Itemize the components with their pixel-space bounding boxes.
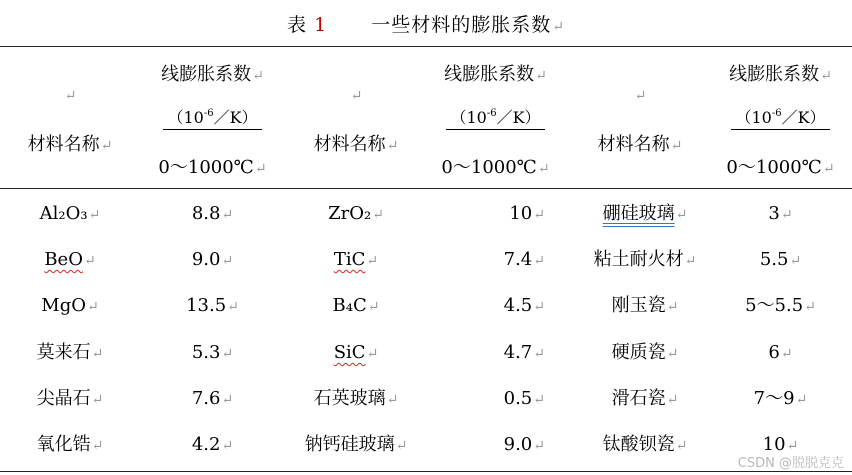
paragraph-mark-icon: ↵ [780, 346, 793, 362]
paragraph-mark-icon: ↵ [552, 19, 565, 35]
expansion-value-cell: 10↵ [762, 434, 799, 455]
watermark: CSDN @脱脱克克 [737, 456, 844, 471]
table-bottom-rule [0, 471, 852, 472]
material-name-cell: B₄C↵ [332, 295, 380, 316]
material-name-cell: 氧化锆↵ [36, 434, 104, 455]
expansion-value-cell: 5.5↵ [759, 249, 802, 270]
paragraph-mark-icon: ↵ [386, 392, 399, 408]
paragraph-mark-icon: ↵ [533, 299, 545, 315]
paragraph-mark-icon: ↵ [91, 392, 104, 408]
table-row [0, 376, 852, 422]
header-value-unit: $(10^{-6}/K)$ [731, 108, 829, 130]
header-name-label: 材料名称 [597, 134, 670, 155]
expansion-value-cell: 13.5↵ [186, 295, 239, 316]
table-row [0, 330, 852, 376]
paragraph-mark-icon: ↵ [86, 299, 99, 315]
paragraph-mark-icon: ↵ [221, 253, 234, 269]
paragraph-mark-icon: ↵ [675, 207, 688, 223]
table-caption [0, 10, 852, 37]
header-name-col-1: ↵ 材料名称↵ [27, 88, 113, 155]
header-value-title: 线膨胀系数 [729, 64, 820, 85]
paragraph-mark-icon: ↵ [367, 299, 380, 315]
material-name-cell: 石英玻璃↵ [313, 388, 399, 409]
header-value-unit: $(10^{-6}/K)$ [446, 108, 544, 130]
paragraph-mark-icon: ↵ [666, 346, 679, 362]
material-name-cell: 硼硅玻璃↵ [602, 203, 688, 224]
material-name-cell: 硬质瓷↵ [611, 342, 679, 363]
expansion-value-cell: 6↵ [768, 342, 793, 363]
header-name-label: 材料名称 [313, 134, 386, 155]
header-value-col-2: 线膨胀系数↵ $(10^{-6}/K)$ 0～1000℃↵ [441, 64, 550, 178]
caption-prefix: 表 [287, 14, 308, 36]
paragraph-mark-icon: ↵ [533, 392, 545, 408]
paragraph-mark-icon: ↵ [221, 207, 234, 223]
expansion-value-cell: 10↵ [509, 203, 545, 224]
paragraph-mark-icon: ↵ [533, 438, 545, 454]
paragraph-mark-icon: ↵ [366, 346, 379, 362]
paragraph-mark-icon: ↵ [83, 253, 96, 269]
paragraph-mark-icon: ↵ [221, 438, 234, 454]
header-name-col-3: ↵ 材料名称↵ [597, 88, 683, 155]
paragraph-mark-icon: ↵ [533, 346, 545, 362]
paragraph-mark-icon: ↵ [221, 346, 234, 362]
expansion-value-cell: 4.5↵ [503, 295, 545, 316]
header-value-title: 线膨胀系数 [444, 64, 535, 85]
table-header-rule [0, 188, 852, 189]
expansion-value-cell: 3↵ [768, 203, 793, 224]
table-top-rule [0, 46, 852, 47]
paragraph-mark-icon: ↵ [372, 207, 384, 223]
header-value-unit: $(10^{-6}/K)$ [163, 108, 261, 130]
expansion-value-cell: 5～5.5↵ [745, 295, 816, 316]
material-name-cell: ZrO₂↵ [328, 203, 384, 224]
paragraph-mark-icon: ↵ [88, 207, 101, 223]
paragraph-mark-icon: ↵ [221, 392, 234, 408]
table-row [0, 422, 852, 468]
paragraph-mark-icon: ↵ [533, 253, 545, 269]
header-value-title: 线膨胀系数 [161, 64, 252, 85]
table-row [0, 283, 852, 329]
paragraph-mark-icon: ↵ [795, 392, 808, 408]
expansion-value-cell: 9.0↵ [503, 434, 545, 455]
expansion-value-cell: 7～9↵ [753, 388, 808, 409]
material-name-cell: BeO↵ [44, 249, 96, 270]
table-row [0, 237, 852, 283]
expansion-value-cell: 7.6↵ [191, 388, 234, 409]
material-name-cell: Al₂O₃↵ [39, 203, 101, 224]
material-name-cell: 莫来石↵ [36, 342, 104, 363]
caption-title: 一些材料的膨胀系数 [371, 14, 552, 36]
paragraph-mark-icon: ↵ [64, 88, 77, 104]
expansion-value-cell: 4.7↵ [503, 342, 545, 363]
paragraph-mark-icon: ↵ [789, 253, 802, 269]
material-name-cell: 滑石瓷↵ [611, 388, 679, 409]
caption-number: 1 [314, 14, 328, 36]
header-value-col-3: 线膨胀系数↵ $(10^{-6}/K)$ 0～1000℃↵ [726, 64, 835, 178]
material-name-cell: 刚玉瓷↵ [611, 295, 679, 316]
expansion-value-cell: 9.0↵ [191, 249, 234, 270]
material-name-cell: SiC↵ [333, 342, 379, 363]
paragraph-mark-icon: ↵ [227, 299, 239, 315]
expansion-value-cell: 8.8↵ [191, 203, 234, 224]
header-value-range: 0～1000℃ [158, 157, 254, 178]
paragraph-mark-icon: ↵ [675, 438, 688, 454]
paragraph-mark-icon: ↵ [786, 438, 799, 454]
header-name-label: 材料名称 [27, 134, 100, 155]
material-name-cell: 粘土耐火材↵ [593, 249, 697, 270]
header-value-range: 0～1000℃ [726, 157, 822, 178]
paragraph-mark-icon: ↵ [350, 88, 363, 104]
paragraph-mark-icon: ↵ [666, 392, 679, 408]
paragraph-mark-icon: ↵ [780, 207, 793, 223]
material-name-cell: 钛酸钡瓷↵ [602, 434, 688, 455]
paragraph-mark-icon: ↵ [366, 253, 379, 269]
material-name-cell: 钠钙硅玻璃↵ [304, 434, 408, 455]
header-value-col-1: 线膨胀系数↵ $(10^{-6}/K)$ 0～1000℃↵ [158, 64, 267, 178]
material-name-cell: MgO↵ [41, 295, 99, 316]
header-name-col-2: ↵ 材料名称↵ [313, 88, 399, 155]
material-name-cell: 尖晶石↵ [36, 388, 104, 409]
paragraph-mark-icon: ↵ [533, 207, 545, 223]
header-value-range: 0～1000℃ [441, 157, 537, 178]
paragraph-mark-icon: ↵ [91, 438, 104, 454]
expansion-value-cell: 4.2↵ [191, 434, 234, 455]
paragraph-mark-icon: ↵ [666, 299, 679, 315]
table-row [0, 191, 852, 237]
paragraph-mark-icon: ↵ [395, 438, 408, 454]
expansion-value-cell: 0.5↵ [503, 388, 545, 409]
material-name-cell: TiC↵ [333, 249, 379, 270]
paragraph-mark-icon: ↵ [684, 253, 697, 269]
paragraph-mark-icon: ↵ [634, 88, 647, 104]
expansion-value-cell: 5.3↵ [191, 342, 234, 363]
paragraph-mark-icon: ↵ [804, 299, 816, 315]
paragraph-mark-icon: ↵ [91, 346, 104, 362]
expansion-value-cell: 7.4↵ [503, 249, 545, 270]
